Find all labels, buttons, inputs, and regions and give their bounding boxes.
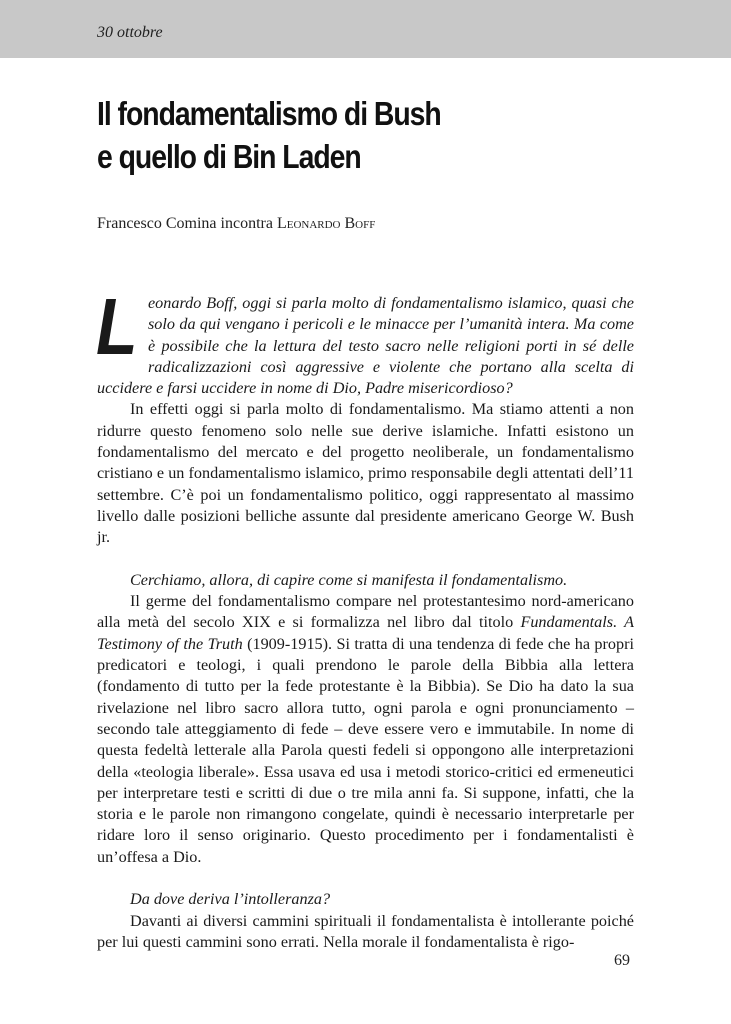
- page-number: 69: [614, 952, 630, 969]
- byline-prefix: Francesco Comina incontra: [97, 215, 277, 232]
- intro-question-text: eonardo Boff, oggi si parla molto di fondamentalismo islamico, quasi che solo da qui vengano i pericoli e le minacce per l’umanità intera. Ma come è possibile che la lettura del testo sacro nelle religioni porti in sé delle radicalizzazioni così aggressive e violente che portano alla scelta di uccidere e farsi uccidere in nome di Dio, Padre misericordioso?: [97, 294, 634, 398]
- byline-interviewee: Leonardo Boff: [276, 215, 376, 232]
- running-header-date: 30 ottobre: [97, 24, 163, 41]
- article-body: [96, 282, 634, 953]
- book-title: Fundamentals. A Testimony of the Truth: [97, 613, 634, 653]
- article-title-line-2: e quello di Bin Laden: [97, 138, 361, 175]
- answer-paragraph-3: Davanti ai diversi cammini spirituali il fondamentalista è intollerante poiché per lui questi cammini sono errati. Nella morale il fondamentalista è rigo-: [97, 911, 634, 951]
- question-2: Cerchiamo, allora, di capire come si manifesta il fondamentalismo.: [130, 570, 568, 589]
- answer-paragraph-2: [97, 591, 634, 868]
- article-title: [97, 92, 441, 178]
- byline: [97, 215, 375, 233]
- answer-paragraph-2-end: (1909-1915). Si tratta di una tendenza di fede che ha propri predicatori e teologi, i quali prendono le parole della Bibbia alla lettera (fondamento di tutto per la fede protestante è la Bibbia). Se Dio ha dato la sua rivelazione nel libro sacro allora tutto, ogni parola e ogni pronunciamento – secondo tale atteggiamento di fede – deve essere vero e immutabile. In nome di questa fedeltà letterale alla Parola questi fedeli si oppongono alle interpretazioni della «teologia liberale». Essa usava ed usa i metodi storico-critici ed ermeneutici per interpretare testi e scritti di due o tre mila anni fa. Si suppone, infatti, che la storia e le parole non rimangono congelate, quindi è necessario interpretarle per ridare loro il senso originario. Questo procedimento per i fondamentalisti è un’offesa a Dio.: [97, 634, 634, 866]
- intro-question: [96, 282, 634, 399]
- running-header: [0, 0, 731, 58]
- answer-paragraph-2-start: Il germe del fondamentalismo compare nel protestantesimo nord-americano alla metà del secolo XIX e si formalizza nel libro dal titolo: [97, 592, 634, 632]
- drop-cap: L: [96, 282, 138, 371]
- answer-paragraph-1: In effetti oggi si parla molto di fondamentalismo. Ma stiamo attenti a non ridurre questo fenomeno solo nelle sue derive islamiche. Infatti esistono un fondamentalismo del mercato e del progetto neoliberale, un fondamentalismo cristiano e un fondamentalismo islamico, primo responsabile degli attentati dell’11 settembre. C’è poi un fondamentalismo politico, oggi rappresentato al massimo livello dalle posizioni belliche assunte dal presidente americano George W. Bush jr.: [97, 400, 634, 547]
- article-title-line-1: Il fondamentalismo di Bush: [97, 95, 441, 132]
- question-3: Da dove deriva l’intolleranza?: [130, 890, 331, 909]
